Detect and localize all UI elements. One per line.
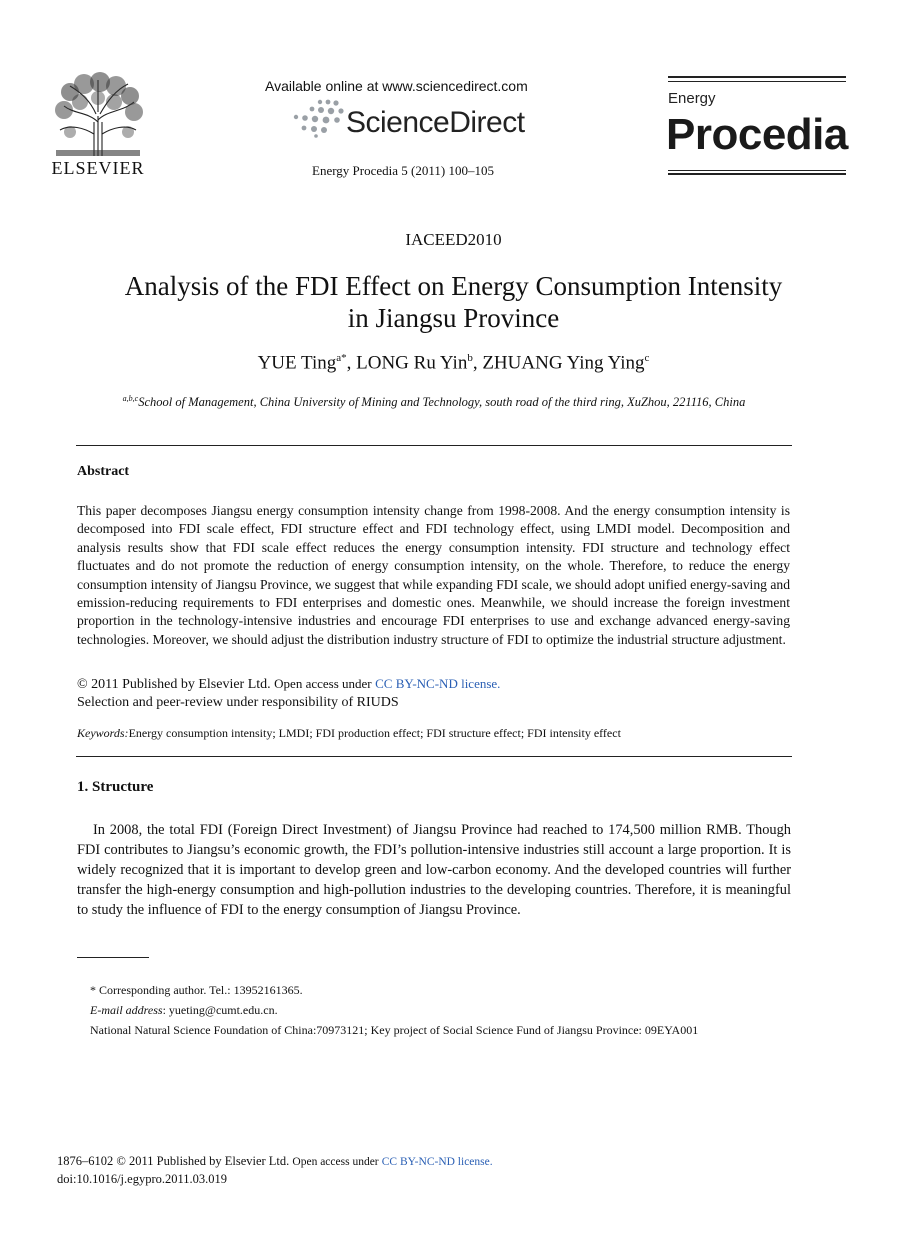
abstract-heading: Abstract — [77, 464, 130, 479]
footnote-corresponding: * Corresponding author. Tel.: 13952161365. — [90, 983, 303, 997]
available-online-text[interactable]: Available online at www.sciencedirect.com — [265, 78, 528, 94]
keywords — [77, 726, 621, 741]
keywords-text: Energy consumption intensity; LMDI; FDI production effect; FDI structure effect; FDI intensity effect — [128, 726, 621, 740]
copyright-line — [77, 676, 500, 693]
email-label: E-mail address — [90, 1003, 163, 1017]
affiliation-marker: a,b,c — [122, 394, 139, 403]
peer-review-statement: Selection and peer-review under responsibility of RIUDS — [77, 695, 399, 710]
title-line-2: in Jiangsu Province — [347, 303, 560, 333]
author-marker: a* — [336, 352, 347, 364]
author-name: LONG Ru Yin — [356, 352, 468, 374]
divider — [76, 756, 792, 757]
logo-energy-text: Energy — [668, 90, 716, 107]
affiliation — [76, 394, 792, 410]
footer-license-link[interactable]: CC BY-NC-ND license. — [381, 1156, 493, 1168]
paragraph: In 2008, the total FDI (Foreign Direct Investment) of Jiangsu Province had reached to 174,500 million RMB. Though FDI contributes to Jiangsu’s economic growth, the FDI’s pollution-intensive industries still account a large proportion. It is widely recognized that it is important to develop green and low-carbon economy. And the developed countries will further transfer the high-energy consumption and high-pollution industries to the developing countries. Therefore, it is meaningful to study the influence of FDI to the energy consumption of Jiangsu Province. — [77, 822, 791, 918]
title-line-1: Analysis of the FDI Effect on Energy Consumption Intensity — [124, 271, 783, 301]
footer-issn-line — [57, 1154, 493, 1169]
author-marker: c — [644, 352, 650, 364]
energy-procedia-logo — [668, 76, 846, 176]
elsevier-wordmark: ELSEVIER — [51, 158, 145, 178]
article-title — [40, 270, 867, 334]
author-name: ZHUANG Ying Ying — [482, 352, 645, 374]
footnote-funding: National Natural Science Foundation of China:70973121; Key project of Social Science Fund of Jiangsu Province: 09EYA001 — [90, 1023, 699, 1037]
footnote-divider — [77, 957, 149, 958]
author-name: YUE Ting — [257, 352, 337, 374]
doi[interactable]: doi:10.1016/j.egypro.2011.03.019 — [57, 1172, 228, 1186]
section-body — [77, 820, 791, 920]
license-link[interactable]: CC BY-NC-ND license. — [375, 676, 501, 691]
conference-name: IACEED2010 — [405, 230, 502, 249]
keywords-label: Keywords: — [77, 726, 129, 740]
sciencedirect-dots-icon — [290, 98, 346, 138]
section-heading: 1. Structure — [77, 779, 154, 795]
affiliation-text: School of Management, China University of Mining and Technology, south road of the third ring, XuZhou, 221116, China — [138, 395, 746, 410]
footer-open-access-text: Open access under — [292, 1156, 379, 1168]
author-marker: b — [467, 352, 473, 364]
author-list: YUE Ting$^{a*}$, LONG Ru Yin$^b$, ZHUANG Ying Ying$^c$ — [257, 352, 650, 374]
journal-reference: Energy Procedia 5 (2011) 100–105 — [312, 163, 494, 178]
copyright-text: © 2011 Published by Elsevier Ltd. — [77, 677, 271, 692]
open-access-text: Open access under — [274, 676, 372, 691]
logo-procedia-text: Procedia — [666, 110, 848, 159]
divider — [76, 445, 792, 446]
sciencedirect-logo[interactable]: ScienceDirect — [346, 106, 525, 139]
abstract-text: This paper decomposes Jiangsu energy consumption intensity change from 1998-2008. And the energy consumption intensity is decomposed into FDI scale effect, FDI structure effect and FDI technology effect, using LMDI model. Decomposition and analysis results show that FDI scale effect reduces the energy consumption intensity. FDI structure and technology effect fluctuates and do not promote the reduction of energy consumption intensity, on the whole. Therefore, to reduce the energy consumption intensity of Jiangsu Province, we suggest that while expanding FDI scale, we should adopt unified energy-saving and emission-reducing requirements to FDI enterprises and domestic ones. Meanwhile, we should increase the foreign investment proportion in the technology-intensive industries and encourage FDI enterprises to use and exchange advanced energy-saving technologies. Moreover, we should adjust the distribution industry structure of FDI to optimize the industrial structure adjustment. — [77, 503, 790, 647]
footnote-email — [90, 1003, 278, 1018]
email-address[interactable]: : yueting@cumt.edu.cn. — [162, 1003, 278, 1017]
issn-text: 1876–6102 © 2011 Published by Elsevier Ltd. — [57, 1154, 290, 1168]
